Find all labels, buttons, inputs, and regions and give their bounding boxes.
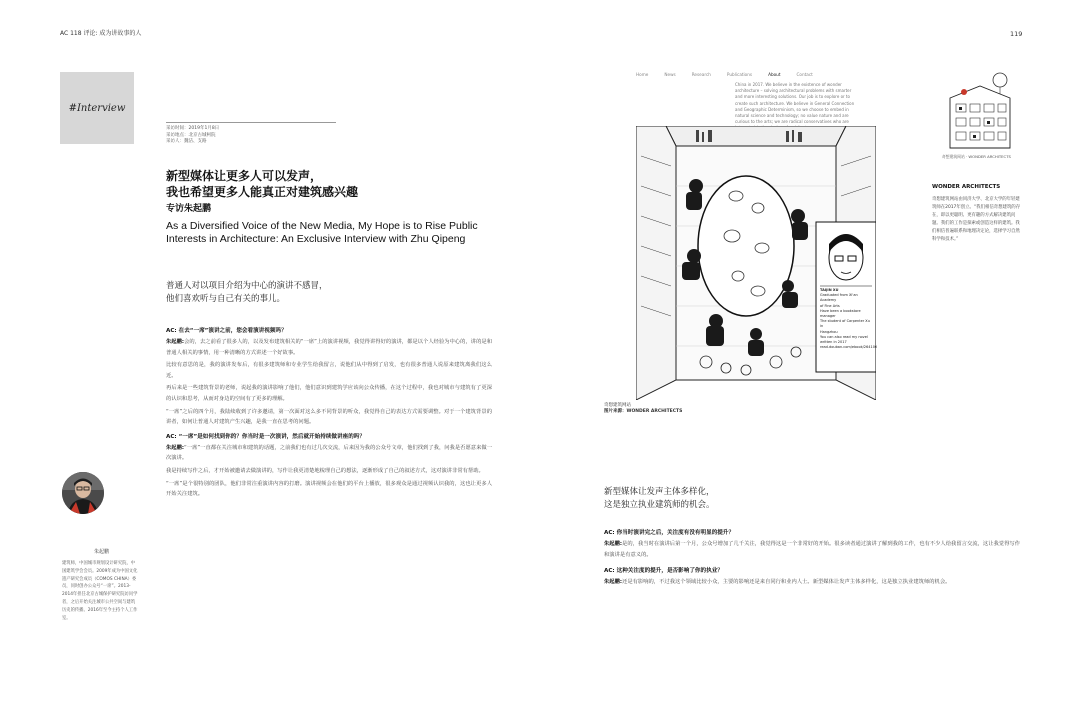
pull-quote-2-line1: 新型媒体让发声主体多样化， <box>604 487 715 497</box>
title-en-line2: Interests in Architecture: An Exclusive Interview with Zhu Qipeng <box>166 233 466 245</box>
answer-lead: 朱起鹏: <box>604 579 623 586</box>
article-title <box>166 168 496 246</box>
meta-line: 采访人：魏洁、支路 <box>166 139 207 144</box>
card-line: You can also read my novel <box>820 334 868 339</box>
title-en-line1: As a Diversified Voice of the New Media, My Hope is to Rise Public <box>166 220 478 232</box>
building-sketch-icon <box>942 70 1018 152</box>
website-about-text: China in 2017. We believe in the existence of wonder architecture – solving architectural problems with smarter and more interesting solutions. Our job is to explore or to create such architecture. We believe in General Connection and Geographic Determinism, so we choose to embed in natural science and technology; no value nature and are curious to the arts; we are radical conservatives who are <box>735 82 855 125</box>
interview-tag-label: #Interview <box>68 102 126 114</box>
paragraph: “一席”是个很特别的团队，他们非常注重演讲内容的打磨。演讲视频会在他们的平台上播放，很多观众是通过视频认识我的，这也让更多人开始关注建筑。 <box>166 480 492 498</box>
answer-lead: 朱起鹏: <box>166 339 185 345</box>
question: AC: 在去“一席”演讲之前，您会看演讲视频吗？ <box>166 328 287 334</box>
paragraph: 再后来是一些建筑背景的老师，说起我的演讲影响了他们，他们意识到建筑学应该向公众传播，在这个过程中，我也对城市与建筑有了更深的认识和思考，从而对身边的空间有了更多的理解。 <box>166 385 492 402</box>
answer-text: “一席”一直都在关注城市和建筑的话题，之前我们也有过几次交流，后来因为我的公众号文章，他们找到了我，问我是否愿意来做一次演讲。 <box>166 444 492 462</box>
website-nav <box>636 72 846 77</box>
page-number-right: 119 <box>1010 30 1023 38</box>
sidebar-text: 奇想建筑网站由同济大学、北京大学的年轻建筑师在2017年创立。“我们相信奇想建筑的存在，即以更聪明、更有趣的方式解决建筑问题。我们的工作是探索或创造这样的建筑。我们相信普遍联系和地理决定论，选择学习自然科学和技术。” <box>932 197 1021 242</box>
question: AC: 你当时演讲完之后，关注度有没有明显的提升？ <box>604 530 735 536</box>
interview-meta <box>166 122 336 146</box>
nav-research: Research <box>691 72 711 77</box>
illustration-frame <box>636 126 876 400</box>
profile-name: 朱起鹏 <box>94 549 110 555</box>
paragraph: 比较有意思的是，我的演讲发布后，有很多建筑师和专业学生给我留言，说他们从中得到了启发，也有很多普通人说原来建筑离我们这么近。 <box>166 362 492 379</box>
caption-cn: 奇想建筑网站 <box>604 403 631 408</box>
answer-text: 还是有影响的，不过我这个领域比较小众，主要的影响还是来自同行和业内人士。新型媒体让发声主体多样化，这是独立执业建筑师的机会。 <box>622 579 951 586</box>
right-article-body <box>604 528 1020 650</box>
answer-lead: 朱起鹏: <box>604 541 623 547</box>
card-line: read.douban.com/ebook/264100 <box>820 345 878 350</box>
card-line: Hangzhou <box>820 329 838 334</box>
answer-text: 会的，去之前看了很多人的，以及发布建筑相关的“一席”上的演讲视频，我觉得讲得好的演讲，都是以个人经验为中心的，讲的是和普通人相关的事情，用一种清晰的方式讲述一个好故事。 <box>166 339 492 356</box>
profile-bio: 建筑师，中国城市规划设计研究院，中国建筑学会会员。2009年成为中国文化遗产研究会成员（COMOS CHINA）委员，同时创办公众号“一席”。2013-2014年担任北京古城保护研究院访问学者，之后开始关注城市公共空间与建筑历史的传播。2016年至今主持个人工作室。 <box>62 561 138 621</box>
sidebar-caption: 奇想建筑网站 · WONDER ARCHITECTS <box>942 154 1011 159</box>
running-header-left: AC 118 评论: 成为讲故事的人 <box>60 30 142 37</box>
answer-lead: 朱起鹏: <box>166 444 185 451</box>
nav-about: About <box>768 72 781 77</box>
card-name: TAIJIN XU <box>820 288 839 292</box>
sidebar-title: WONDER ARCHITECTS <box>932 184 1001 190</box>
nav-publications: Publications <box>726 72 753 77</box>
left-article-body <box>166 326 492 636</box>
portrait-icon <box>62 472 104 514</box>
answer-text: 是的，我当时在演讲后第一个月，公众号增加了几千关注，我觉得这是一个非常好的开始。很多读者通过演讲了解到我的工作，也有不少人给我留言交流，这让我觉得写作和演讲是有意义的。 <box>604 541 1020 558</box>
pull-quote-1 <box>166 280 486 306</box>
card-line: written in 2017 <box>820 340 847 345</box>
pull-quote-1-line2: 他们喜欢听与自己有关的事儿。 <box>166 294 286 304</box>
card-line: of Fine Arts <box>820 303 840 308</box>
avatar <box>62 472 104 514</box>
pull-quote-1-line1: 普通人对以项目介绍为中心的演讲不感冒， <box>166 281 328 291</box>
sidebar-illustration <box>942 70 1018 152</box>
card-line: Have been a bookstore manager <box>820 308 861 319</box>
nav-home: Home <box>636 72 649 77</box>
card-line: The student of Carpenter Xu in <box>820 319 870 329</box>
question: AC: “一席”是如何找到你的？你当时是一次演讲，然后就开始持续做讲座的吗？ <box>166 433 365 440</box>
meta-line: 采访地点：北京古城柯院 <box>166 132 216 138</box>
pull-quote-2 <box>604 486 904 512</box>
illustration-card <box>820 288 878 350</box>
nav-news: News <box>664 72 676 77</box>
caption-en: 图片来源：WONDER ARCHITECTS <box>604 409 683 414</box>
pull-quote-2-line2: 这是独立执业建筑师的机会。 <box>604 500 715 510</box>
room-illustration <box>636 126 876 400</box>
title-cn-line2: 我也希望更多人能真正对建筑感兴趣 <box>166 185 359 199</box>
title-cn-line1: 新型媒体让更多人可以发声， <box>166 169 323 183</box>
question: AC: 这种关注度的提升，是否影响了你的执业？ <box>604 568 723 575</box>
meta-line: 采访时间：2019年1月8日 <box>166 126 220 131</box>
paragraph: 我是持续写作之后，才开始被邀请去做演讲的，写作让我更清楚地梳理自己的想法，逐渐形成了自己的叙述方式，这对演讲非常有帮助。 <box>166 467 484 474</box>
illustration-caption <box>604 402 682 414</box>
paragraph: “一席”之后的四个月，我陆续收到了许多邀请，第一次面对这么多不同背景的听众，我觉得自己的表达方式需要调整。对于一个建筑背景的讲者，如何让普通人对建筑产生兴趣，是我一直在思考的问题。 <box>166 408 492 426</box>
title-cn-subtitle: 专访朱起鹏 <box>166 204 212 214</box>
interview-tag-box <box>60 72 134 144</box>
card-line: Graduated from Xi'an Academy <box>820 293 858 303</box>
nav-contact: Contact <box>796 72 813 77</box>
